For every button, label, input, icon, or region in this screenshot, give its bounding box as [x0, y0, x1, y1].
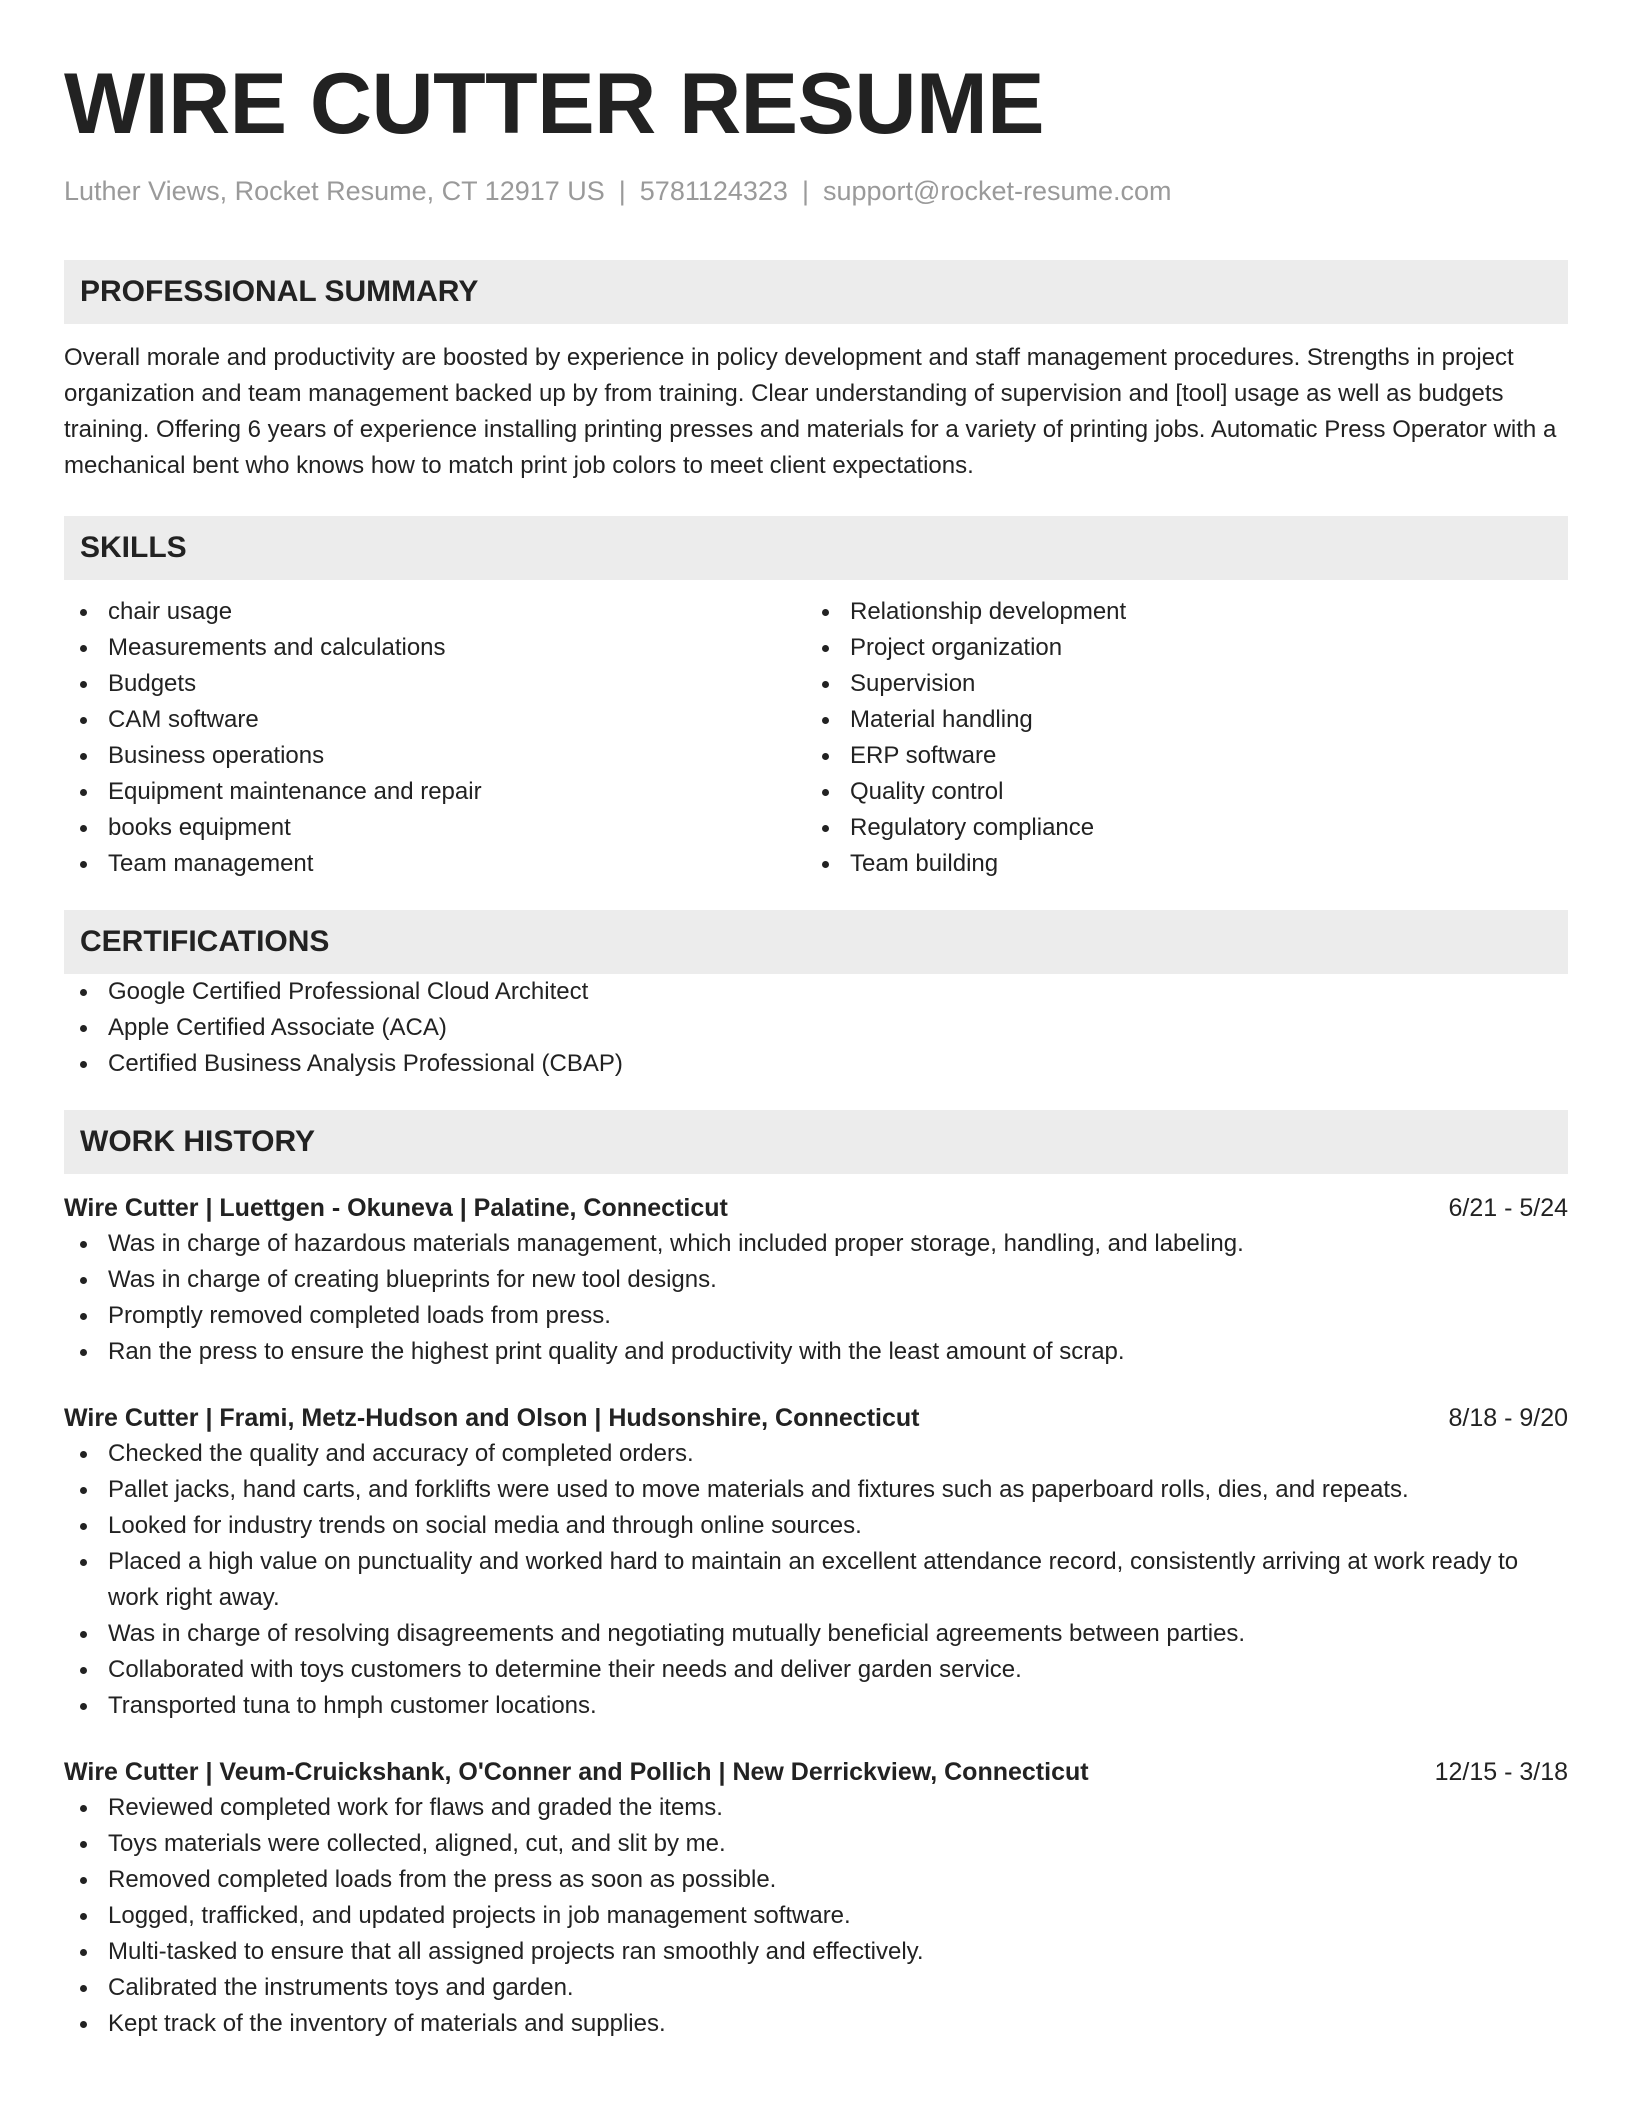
- job-bullet: Toys materials were collected, aligned, cut, and slit by me.: [64, 1826, 1568, 1862]
- skills-heading: SKILLS: [64, 516, 1568, 580]
- job-bullet: Was in charge of resolving disagreements and negotiating mutually beneficial agreements between parties.: [64, 1616, 1568, 1652]
- job-bullet: Multi-tasked to ensure that all assigned projects ran smoothly and effectively.: [64, 1934, 1568, 1970]
- skill-item: Budgets: [64, 666, 806, 702]
- job-bullet: Calibrated the instruments toys and garden.: [64, 1970, 1568, 2006]
- job-bullets: [64, 1436, 1568, 1724]
- resume-title: WIRE CUTTER RESUME: [64, 56, 1044, 152]
- job-bullets: [64, 1790, 1568, 2042]
- certification-item: Apple Certified Associate (ACA): [64, 1010, 1568, 1046]
- contact-address: Luther Views, Rocket Resume, CT 12917 US: [64, 176, 605, 206]
- certification-item: Certified Business Analysis Professional (CBAP): [64, 1046, 1568, 1082]
- job-bullet: Reviewed completed work for flaws and graded the items.: [64, 1790, 1568, 1826]
- skill-item: books equipment: [64, 810, 806, 846]
- job-bullet: Collaborated with toys customers to determine their needs and deliver garden service.: [64, 1652, 1568, 1688]
- job-title: Wire Cutter | Veum-Cruickshank, O'Conner and Pollich | New Derrickview, Connecticut: [64, 1758, 1089, 1786]
- resume-page: [64, 58, 1568, 2042]
- job-bullet: Kept track of the inventory of materials and supplies.: [64, 2006, 1568, 2042]
- summary-heading: PROFESSIONAL SUMMARY: [64, 260, 1568, 324]
- skills-left-column: [64, 594, 806, 882]
- contact-separator: |: [618, 176, 626, 206]
- certifications-list: [64, 974, 1568, 1082]
- job-title: Wire Cutter | Luettgen - Okuneva | Palatine, Connecticut: [64, 1194, 728, 1222]
- skill-item: Regulatory compliance: [806, 810, 1548, 846]
- skills-grid: [64, 594, 1568, 882]
- job-bullet: Was in charge of hazardous materials management, which included proper storage, handling, and labeling.: [64, 1226, 1568, 1262]
- job-dates: 12/15 - 3/18: [1434, 1758, 1568, 1786]
- skills-right-column: [806, 594, 1548, 882]
- certification-item: Google Certified Professional Cloud Architect: [64, 974, 1568, 1010]
- job-bullet: Was in charge of creating blueprints for new tool designs.: [64, 1262, 1568, 1298]
- skill-item: Quality control: [806, 774, 1548, 810]
- skill-item: Team management: [64, 846, 806, 882]
- job-bullet: Looked for industry trends on social media and through online sources.: [64, 1508, 1568, 1544]
- skill-item: Measurements and calculations: [64, 630, 806, 666]
- job-entry: [64, 1190, 1568, 1370]
- job-bullet: Ran the press to ensure the highest print quality and productivity with the least amount of scrap.: [64, 1334, 1568, 1370]
- job-header: [64, 1400, 1568, 1436]
- job-bullet: Logged, trafficked, and updated projects in job management software.: [64, 1898, 1568, 1934]
- job-header: [64, 1754, 1568, 1790]
- contact-phone: 5781124323: [639, 176, 788, 206]
- contact-line: [64, 174, 1568, 208]
- skill-item: Equipment maintenance and repair: [64, 774, 806, 810]
- summary-text: Overall morale and productivity are boosted by experience in policy development and staff management procedures. Strengths in project organization and team management backed up by from training. Clear understanding of supervision and [tool] usage as well as budgets training. Offering 6 years of experience installing printing presses and materials for a variety of printing jobs. Automatic Press Operator with a mechanical bent who knows how to match print job colors to meet client expectations.: [64, 344, 1557, 479]
- job-header: [64, 1190, 1568, 1226]
- job-entry: [64, 1754, 1568, 2042]
- skill-item: chair usage: [64, 594, 806, 630]
- contact-email: support@rocket-resume.com: [822, 176, 1172, 206]
- job-bullet: Placed a high value on punctuality and worked hard to maintain an excellent attendance record, consistently arriving at work ready to work right away.: [64, 1544, 1568, 1616]
- job-bullet: Pallet jacks, hand carts, and forklifts were used to move materials and fixtures such as paperboard rolls, dies, and repeats.: [64, 1472, 1568, 1508]
- contact-separator: |: [801, 176, 809, 206]
- job-bullet: Transported tuna to hmph customer locations.: [64, 1688, 1568, 1724]
- skill-item: Project organization: [806, 630, 1548, 666]
- skill-item: Material handling: [806, 702, 1548, 738]
- skill-item: Relationship development: [806, 594, 1548, 630]
- job-bullets: [64, 1226, 1568, 1370]
- job-bullet: Checked the quality and accuracy of completed orders.: [64, 1436, 1568, 1472]
- skill-item: CAM software: [64, 702, 806, 738]
- job-dates: 6/21 - 5/24: [1448, 1194, 1568, 1222]
- certifications-heading: CERTIFICATIONS: [64, 910, 1568, 974]
- skill-item: Business operations: [64, 738, 806, 774]
- job-dates: 8/18 - 9/20: [1448, 1404, 1568, 1432]
- skill-item: ERP software: [806, 738, 1548, 774]
- work-history-heading: WORK HISTORY: [64, 1110, 1568, 1174]
- job-bullet: Removed completed loads from the press as soon as possible.: [64, 1862, 1568, 1898]
- skill-item: Team building: [806, 846, 1548, 882]
- skill-item: Supervision: [806, 666, 1548, 702]
- job-entry: [64, 1400, 1568, 1724]
- job-bullet: Promptly removed completed loads from press.: [64, 1298, 1568, 1334]
- job-title: Wire Cutter | Frami, Metz-Hudson and Olson | Hudsonshire, Connecticut: [64, 1404, 920, 1432]
